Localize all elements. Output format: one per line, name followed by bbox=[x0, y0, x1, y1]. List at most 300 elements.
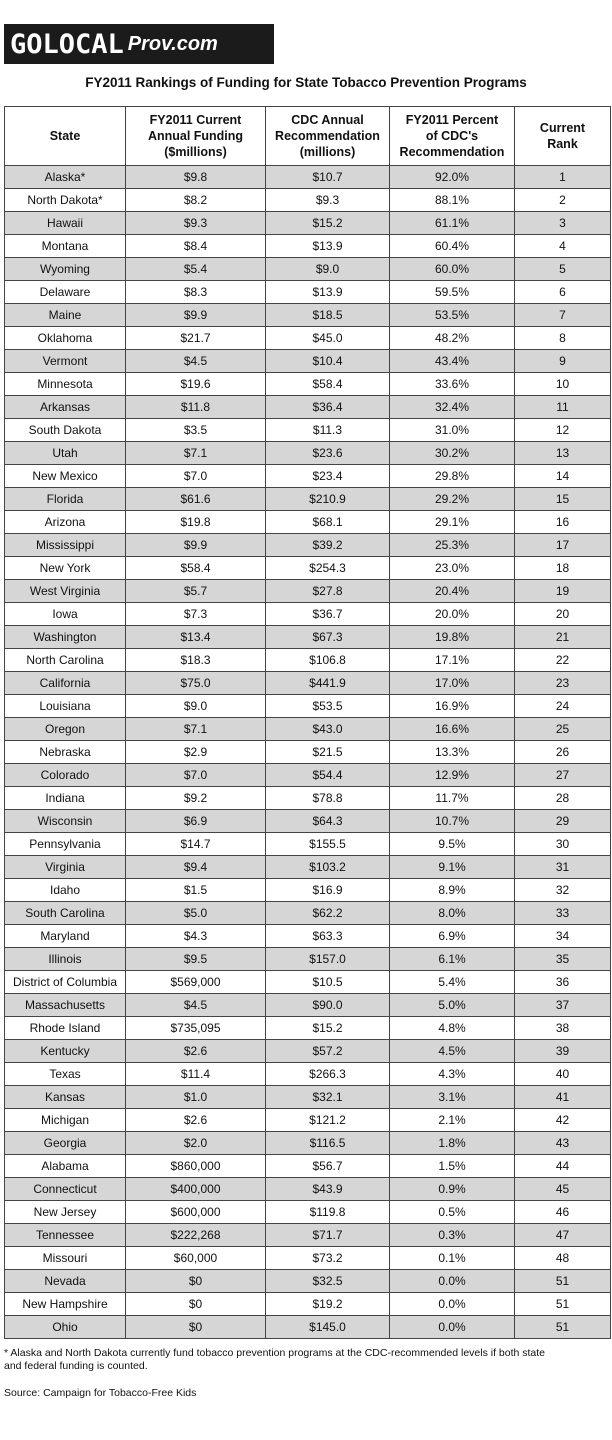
cell-rank: 39 bbox=[515, 1040, 611, 1063]
cell-state: Colorado bbox=[5, 764, 126, 787]
cell-funding: $7.1 bbox=[126, 442, 266, 465]
cell-rank: 42 bbox=[515, 1109, 611, 1132]
table-row bbox=[5, 1247, 611, 1270]
cell-cdc-recommendation: $16.9 bbox=[266, 879, 390, 902]
cell-cdc-recommendation: $103.2 bbox=[266, 856, 390, 879]
cell-cdc-recommendation: $119.8 bbox=[266, 1201, 390, 1224]
cell-funding: $3.5 bbox=[126, 419, 266, 442]
cell-funding: $18.3 bbox=[126, 649, 266, 672]
cell-percent: 0.1% bbox=[390, 1247, 515, 1270]
cell-state: Hawaii bbox=[5, 212, 126, 235]
cell-cdc-recommendation: $32.1 bbox=[266, 1086, 390, 1109]
table-row bbox=[5, 396, 611, 419]
cell-percent: 20.4% bbox=[390, 580, 515, 603]
table-row bbox=[5, 764, 611, 787]
cell-percent: 0.0% bbox=[390, 1316, 515, 1339]
cell-funding: $9.9 bbox=[126, 304, 266, 327]
cell-percent: 53.5% bbox=[390, 304, 515, 327]
table-row bbox=[5, 327, 611, 350]
cell-percent: 0.0% bbox=[390, 1270, 515, 1293]
cell-state: Minnesota bbox=[5, 373, 126, 396]
cell-state: West Virginia bbox=[5, 580, 126, 603]
cell-percent: 59.5% bbox=[390, 281, 515, 304]
cell-cdc-recommendation: $45.0 bbox=[266, 327, 390, 350]
cell-percent: 4.8% bbox=[390, 1017, 515, 1040]
cell-funding: $0 bbox=[126, 1293, 266, 1316]
footnote: * Alaska and North Dakota currently fund tobacco prevention programs at the CDC-recommended levels if both state and federal funding is counted. bbox=[4, 1347, 546, 1372]
cell-cdc-recommendation: $19.2 bbox=[266, 1293, 390, 1316]
cell-state: Tennessee bbox=[5, 1224, 126, 1247]
cell-percent: 48.2% bbox=[390, 327, 515, 350]
cell-funding: $7.3 bbox=[126, 603, 266, 626]
table-row bbox=[5, 419, 611, 442]
table-row bbox=[5, 1316, 611, 1339]
cell-percent: 3.1% bbox=[390, 1086, 515, 1109]
cell-funding: $0 bbox=[126, 1316, 266, 1339]
table-row bbox=[5, 557, 611, 580]
table-row bbox=[5, 304, 611, 327]
cell-funding: $222,268 bbox=[126, 1224, 266, 1247]
cell-rank: 19 bbox=[515, 580, 611, 603]
cell-percent: 29.8% bbox=[390, 465, 515, 488]
cell-rank: 4 bbox=[515, 235, 611, 258]
cell-rank: 12 bbox=[515, 419, 611, 442]
cell-state: Georgia bbox=[5, 1132, 126, 1155]
cell-funding: $9.5 bbox=[126, 948, 266, 971]
cell-funding: $1.5 bbox=[126, 879, 266, 902]
cell-percent: 32.4% bbox=[390, 396, 515, 419]
cell-cdc-recommendation: $10.5 bbox=[266, 971, 390, 994]
cell-funding: $860,000 bbox=[126, 1155, 266, 1178]
cell-funding: $7.1 bbox=[126, 718, 266, 741]
table-row bbox=[5, 1201, 611, 1224]
cell-state: Illinois bbox=[5, 948, 126, 971]
cell-percent: 60.4% bbox=[390, 235, 515, 258]
cell-percent: 88.1% bbox=[390, 189, 515, 212]
table-row bbox=[5, 879, 611, 902]
cell-funding: $400,000 bbox=[126, 1178, 266, 1201]
page-title: FY2011 Rankings of Funding for State Tobacco Prevention Programs bbox=[85, 75, 527, 90]
cell-percent: 5.0% bbox=[390, 994, 515, 1017]
cell-state: Arizona bbox=[5, 511, 126, 534]
cell-rank: 15 bbox=[515, 488, 611, 511]
cell-cdc-recommendation: $23.6 bbox=[266, 442, 390, 465]
cell-percent: 4.3% bbox=[390, 1063, 515, 1086]
table-row bbox=[5, 626, 611, 649]
cell-funding: $569,000 bbox=[126, 971, 266, 994]
cell-state: Maryland bbox=[5, 925, 126, 948]
cell-rank: 17 bbox=[515, 534, 611, 557]
cell-cdc-recommendation: $9.0 bbox=[266, 258, 390, 281]
cell-rank: 43 bbox=[515, 1132, 611, 1155]
cell-state: New York bbox=[5, 557, 126, 580]
cell-state: Texas bbox=[5, 1063, 126, 1086]
cell-funding: $4.5 bbox=[126, 994, 266, 1017]
cell-cdc-recommendation: $78.8 bbox=[266, 787, 390, 810]
cell-rank: 37 bbox=[515, 994, 611, 1017]
cell-rank: 5 bbox=[515, 258, 611, 281]
table-row bbox=[5, 810, 611, 833]
cell-state: Wyoming bbox=[5, 258, 126, 281]
table-row bbox=[5, 465, 611, 488]
table-row bbox=[5, 534, 611, 557]
cell-rank: 33 bbox=[515, 902, 611, 925]
cell-funding: $0 bbox=[126, 1270, 266, 1293]
cell-rank: 20 bbox=[515, 603, 611, 626]
cell-rank: 7 bbox=[515, 304, 611, 327]
table-row bbox=[5, 1155, 611, 1178]
table-row bbox=[5, 442, 611, 465]
cell-state: South Carolina bbox=[5, 902, 126, 925]
cell-funding: $4.5 bbox=[126, 350, 266, 373]
cell-funding: $9.0 bbox=[126, 695, 266, 718]
cell-funding: $13.4 bbox=[126, 626, 266, 649]
cell-rank: 35 bbox=[515, 948, 611, 971]
cell-state: Iowa bbox=[5, 603, 126, 626]
cell-percent: 5.4% bbox=[390, 971, 515, 994]
cell-cdc-recommendation: $54.4 bbox=[266, 764, 390, 787]
cell-cdc-recommendation: $10.7 bbox=[266, 166, 390, 189]
table-row bbox=[5, 1109, 611, 1132]
table-row bbox=[5, 603, 611, 626]
table-row bbox=[5, 373, 611, 396]
cell-percent: 8.0% bbox=[390, 902, 515, 925]
cell-rank: 51 bbox=[515, 1293, 611, 1316]
cell-percent: 0.0% bbox=[390, 1293, 515, 1316]
table-row bbox=[5, 695, 611, 718]
header-rank: Current Rank bbox=[515, 107, 611, 166]
cell-rank: 41 bbox=[515, 1086, 611, 1109]
cell-percent: 31.0% bbox=[390, 419, 515, 442]
cell-state: Arkansas bbox=[5, 396, 126, 419]
cell-cdc-recommendation: $10.4 bbox=[266, 350, 390, 373]
table-row bbox=[5, 1270, 611, 1293]
cell-funding: $8.3 bbox=[126, 281, 266, 304]
cell-cdc-recommendation: $18.5 bbox=[266, 304, 390, 327]
cell-funding: $9.2 bbox=[126, 787, 266, 810]
cell-rank: 38 bbox=[515, 1017, 611, 1040]
source-note: Source: Campaign for Tobacco-Free Kids bbox=[4, 1387, 197, 1399]
cell-funding: $2.6 bbox=[126, 1109, 266, 1132]
cell-cdc-recommendation: $441.9 bbox=[266, 672, 390, 695]
cell-cdc-recommendation: $58.4 bbox=[266, 373, 390, 396]
cell-rank: 25 bbox=[515, 718, 611, 741]
cell-funding: $19.6 bbox=[126, 373, 266, 396]
logo-text-prov: Prov.com bbox=[127, 32, 218, 55]
cell-state: Utah bbox=[5, 442, 126, 465]
cell-rank: 18 bbox=[515, 557, 611, 580]
cell-funding: $2.6 bbox=[126, 1040, 266, 1063]
cell-rank: 11 bbox=[515, 396, 611, 419]
cell-cdc-recommendation: $23.4 bbox=[266, 465, 390, 488]
cell-cdc-recommendation: $121.2 bbox=[266, 1109, 390, 1132]
cell-percent: 16.6% bbox=[390, 718, 515, 741]
cell-funding: $19.8 bbox=[126, 511, 266, 534]
cell-cdc-recommendation: $13.9 bbox=[266, 235, 390, 258]
rankings-table bbox=[4, 106, 611, 1339]
header-cdc-recommendation: CDC Annual Recommendation (millions) bbox=[266, 107, 390, 166]
cell-cdc-recommendation: $68.1 bbox=[266, 511, 390, 534]
cell-state: Oklahoma bbox=[5, 327, 126, 350]
cell-cdc-recommendation: $13.9 bbox=[266, 281, 390, 304]
cell-state: Indiana bbox=[5, 787, 126, 810]
cell-rank: 32 bbox=[515, 879, 611, 902]
cell-rank: 9 bbox=[515, 350, 611, 373]
cell-state: District of Columbia bbox=[5, 971, 126, 994]
cell-funding: $5.7 bbox=[126, 580, 266, 603]
cell-funding: $735,095 bbox=[126, 1017, 266, 1040]
cell-state: Missouri bbox=[5, 1247, 126, 1270]
cell-cdc-recommendation: $36.4 bbox=[266, 396, 390, 419]
table-row bbox=[5, 971, 611, 994]
table-row bbox=[5, 902, 611, 925]
cell-state: New Hampshire bbox=[5, 1293, 126, 1316]
table-row bbox=[5, 856, 611, 879]
cell-cdc-recommendation: $63.3 bbox=[266, 925, 390, 948]
cell-state: Alaska* bbox=[5, 166, 126, 189]
cell-cdc-recommendation: $57.2 bbox=[266, 1040, 390, 1063]
cell-funding: $21.7 bbox=[126, 327, 266, 350]
cell-percent: 16.9% bbox=[390, 695, 515, 718]
cell-state: California bbox=[5, 672, 126, 695]
cell-state: Ohio bbox=[5, 1316, 126, 1339]
cell-rank: 8 bbox=[515, 327, 611, 350]
table-row bbox=[5, 833, 611, 856]
cell-rank: 14 bbox=[515, 465, 611, 488]
cell-cdc-recommendation: $64.3 bbox=[266, 810, 390, 833]
table-row bbox=[5, 948, 611, 971]
cell-state: New Mexico bbox=[5, 465, 126, 488]
cell-funding: $4.3 bbox=[126, 925, 266, 948]
cell-rank: 22 bbox=[515, 649, 611, 672]
cell-state: Wisconsin bbox=[5, 810, 126, 833]
cell-cdc-recommendation: $32.5 bbox=[266, 1270, 390, 1293]
table-row bbox=[5, 1063, 611, 1086]
cell-percent: 61.1% bbox=[390, 212, 515, 235]
cell-rank: 40 bbox=[515, 1063, 611, 1086]
cell-percent: 4.5% bbox=[390, 1040, 515, 1063]
table-row bbox=[5, 649, 611, 672]
cell-funding: $6.9 bbox=[126, 810, 266, 833]
cell-rank: 3 bbox=[515, 212, 611, 235]
cell-cdc-recommendation: $62.2 bbox=[266, 902, 390, 925]
cell-rank: 26 bbox=[515, 741, 611, 764]
cell-state: North Carolina bbox=[5, 649, 126, 672]
table-row bbox=[5, 488, 611, 511]
cell-cdc-recommendation: $21.5 bbox=[266, 741, 390, 764]
table-row bbox=[5, 511, 611, 534]
cell-state: New Jersey bbox=[5, 1201, 126, 1224]
header-funding: FY2011 Current Annual Funding ($millions) bbox=[126, 107, 266, 166]
cell-percent: 20.0% bbox=[390, 603, 515, 626]
cell-rank: 47 bbox=[515, 1224, 611, 1247]
logo-text-go: GO bbox=[10, 28, 43, 60]
cell-cdc-recommendation: $67.3 bbox=[266, 626, 390, 649]
table-row bbox=[5, 925, 611, 948]
cell-funding: $61.6 bbox=[126, 488, 266, 511]
table-row bbox=[5, 281, 611, 304]
cell-rank: 13 bbox=[515, 442, 611, 465]
cell-rank: 44 bbox=[515, 1155, 611, 1178]
header-state: State bbox=[5, 107, 126, 166]
cell-cdc-recommendation: $106.8 bbox=[266, 649, 390, 672]
cell-funding: $5.4 bbox=[126, 258, 266, 281]
cell-state: Michigan bbox=[5, 1109, 126, 1132]
cell-funding: $60,000 bbox=[126, 1247, 266, 1270]
cell-percent: 8.9% bbox=[390, 879, 515, 902]
cell-cdc-recommendation: $53.5 bbox=[266, 695, 390, 718]
cell-percent: 29.2% bbox=[390, 488, 515, 511]
cell-state: North Dakota* bbox=[5, 189, 126, 212]
cell-state: Massachusetts bbox=[5, 994, 126, 1017]
cell-cdc-recommendation: $15.2 bbox=[266, 212, 390, 235]
cell-cdc-recommendation: $73.2 bbox=[266, 1247, 390, 1270]
table-body bbox=[5, 166, 611, 1339]
cell-percent: 92.0% bbox=[390, 166, 515, 189]
cell-state: South Dakota bbox=[5, 419, 126, 442]
cell-funding: $11.4 bbox=[126, 1063, 266, 1086]
cell-state: Oregon bbox=[5, 718, 126, 741]
table-row bbox=[5, 580, 611, 603]
golocal-logo bbox=[4, 24, 274, 64]
cell-funding: $11.8 bbox=[126, 396, 266, 419]
cell-percent: 33.6% bbox=[390, 373, 515, 396]
cell-state: Nevada bbox=[5, 1270, 126, 1293]
table-row bbox=[5, 994, 611, 1017]
cell-cdc-recommendation: $56.7 bbox=[266, 1155, 390, 1178]
cell-state: Louisiana bbox=[5, 695, 126, 718]
cell-percent: 6.1% bbox=[390, 948, 515, 971]
cell-funding: $5.0 bbox=[126, 902, 266, 925]
cell-rank: 34 bbox=[515, 925, 611, 948]
cell-percent: 25.3% bbox=[390, 534, 515, 557]
cell-percent: 13.3% bbox=[390, 741, 515, 764]
cell-rank: 10 bbox=[515, 373, 611, 396]
cell-cdc-recommendation: $27.8 bbox=[266, 580, 390, 603]
table-row bbox=[5, 1040, 611, 1063]
table-row bbox=[5, 235, 611, 258]
cell-funding: $1.0 bbox=[126, 1086, 266, 1109]
table-row bbox=[5, 1178, 611, 1201]
cell-cdc-recommendation: $254.3 bbox=[266, 557, 390, 580]
cell-cdc-recommendation: $266.3 bbox=[266, 1063, 390, 1086]
cell-funding: $2.0 bbox=[126, 1132, 266, 1155]
table-row bbox=[5, 212, 611, 235]
cell-percent: 12.9% bbox=[390, 764, 515, 787]
cell-funding: $9.9 bbox=[126, 534, 266, 557]
cell-percent: 43.4% bbox=[390, 350, 515, 373]
cell-state: Idaho bbox=[5, 879, 126, 902]
cell-percent: 6.9% bbox=[390, 925, 515, 948]
cell-state: Connecticut bbox=[5, 1178, 126, 1201]
cell-funding: $9.3 bbox=[126, 212, 266, 235]
cell-percent: 0.3% bbox=[390, 1224, 515, 1247]
cell-state: Montana bbox=[5, 235, 126, 258]
cell-rank: 45 bbox=[515, 1178, 611, 1201]
cell-rank: 30 bbox=[515, 833, 611, 856]
table-row bbox=[5, 1132, 611, 1155]
table-row bbox=[5, 1086, 611, 1109]
cell-rank: 31 bbox=[515, 856, 611, 879]
cell-funding: $9.4 bbox=[126, 856, 266, 879]
cell-percent: 10.7% bbox=[390, 810, 515, 833]
cell-state: Kansas bbox=[5, 1086, 126, 1109]
cell-rank: 1 bbox=[515, 166, 611, 189]
cell-cdc-recommendation: $116.5 bbox=[266, 1132, 390, 1155]
table-row bbox=[5, 189, 611, 212]
cell-state: Nebraska bbox=[5, 741, 126, 764]
table-row bbox=[5, 741, 611, 764]
cell-state: Washington bbox=[5, 626, 126, 649]
cell-funding: $7.0 bbox=[126, 764, 266, 787]
cell-percent: 0.9% bbox=[390, 1178, 515, 1201]
cell-cdc-recommendation: $90.0 bbox=[266, 994, 390, 1017]
cell-rank: 21 bbox=[515, 626, 611, 649]
cell-cdc-recommendation: $145.0 bbox=[266, 1316, 390, 1339]
cell-state: Mississippi bbox=[5, 534, 126, 557]
table-row bbox=[5, 1017, 611, 1040]
cell-rank: 24 bbox=[515, 695, 611, 718]
cell-cdc-recommendation: $71.7 bbox=[266, 1224, 390, 1247]
table-row bbox=[5, 1293, 611, 1316]
cell-percent: 17.0% bbox=[390, 672, 515, 695]
table-row bbox=[5, 166, 611, 189]
cell-percent: 9.1% bbox=[390, 856, 515, 879]
cell-funding: $8.4 bbox=[126, 235, 266, 258]
cell-rank: 16 bbox=[515, 511, 611, 534]
header-percent: FY2011 Percent of CDC's Recommendation bbox=[390, 107, 515, 166]
cell-percent: 1.5% bbox=[390, 1155, 515, 1178]
cell-cdc-recommendation: $39.2 bbox=[266, 534, 390, 557]
cell-state: Rhode Island bbox=[5, 1017, 126, 1040]
cell-percent: 9.5% bbox=[390, 833, 515, 856]
cell-funding: $2.9 bbox=[126, 741, 266, 764]
cell-funding: $75.0 bbox=[126, 672, 266, 695]
cell-rank: 36 bbox=[515, 971, 611, 994]
cell-state: Kentucky bbox=[5, 1040, 126, 1063]
cell-state: Delaware bbox=[5, 281, 126, 304]
table-header-row bbox=[5, 107, 611, 166]
cell-percent: 2.1% bbox=[390, 1109, 515, 1132]
cell-state: Alabama bbox=[5, 1155, 126, 1178]
table-row bbox=[5, 787, 611, 810]
cell-funding: $58.4 bbox=[126, 557, 266, 580]
cell-percent: 0.5% bbox=[390, 1201, 515, 1224]
table-row bbox=[5, 258, 611, 281]
cell-cdc-recommendation: $155.5 bbox=[266, 833, 390, 856]
cell-state: Pennsylvania bbox=[5, 833, 126, 856]
cell-funding: $9.8 bbox=[126, 166, 266, 189]
cell-funding: $14.7 bbox=[126, 833, 266, 856]
cell-percent: 23.0% bbox=[390, 557, 515, 580]
cell-rank: 2 bbox=[515, 189, 611, 212]
cell-percent: 1.8% bbox=[390, 1132, 515, 1155]
cell-cdc-recommendation: $43.9 bbox=[266, 1178, 390, 1201]
cell-state: Vermont bbox=[5, 350, 126, 373]
cell-state: Virginia bbox=[5, 856, 126, 879]
cell-cdc-recommendation: $11.3 bbox=[266, 419, 390, 442]
cell-rank: 29 bbox=[515, 810, 611, 833]
cell-rank: 51 bbox=[515, 1270, 611, 1293]
cell-rank: 46 bbox=[515, 1201, 611, 1224]
cell-cdc-recommendation: $43.0 bbox=[266, 718, 390, 741]
cell-rank: 23 bbox=[515, 672, 611, 695]
cell-funding: $8.2 bbox=[126, 189, 266, 212]
table-row bbox=[5, 672, 611, 695]
cell-cdc-recommendation: $9.3 bbox=[266, 189, 390, 212]
cell-cdc-recommendation: $15.2 bbox=[266, 1017, 390, 1040]
cell-funding: $600,000 bbox=[126, 1201, 266, 1224]
